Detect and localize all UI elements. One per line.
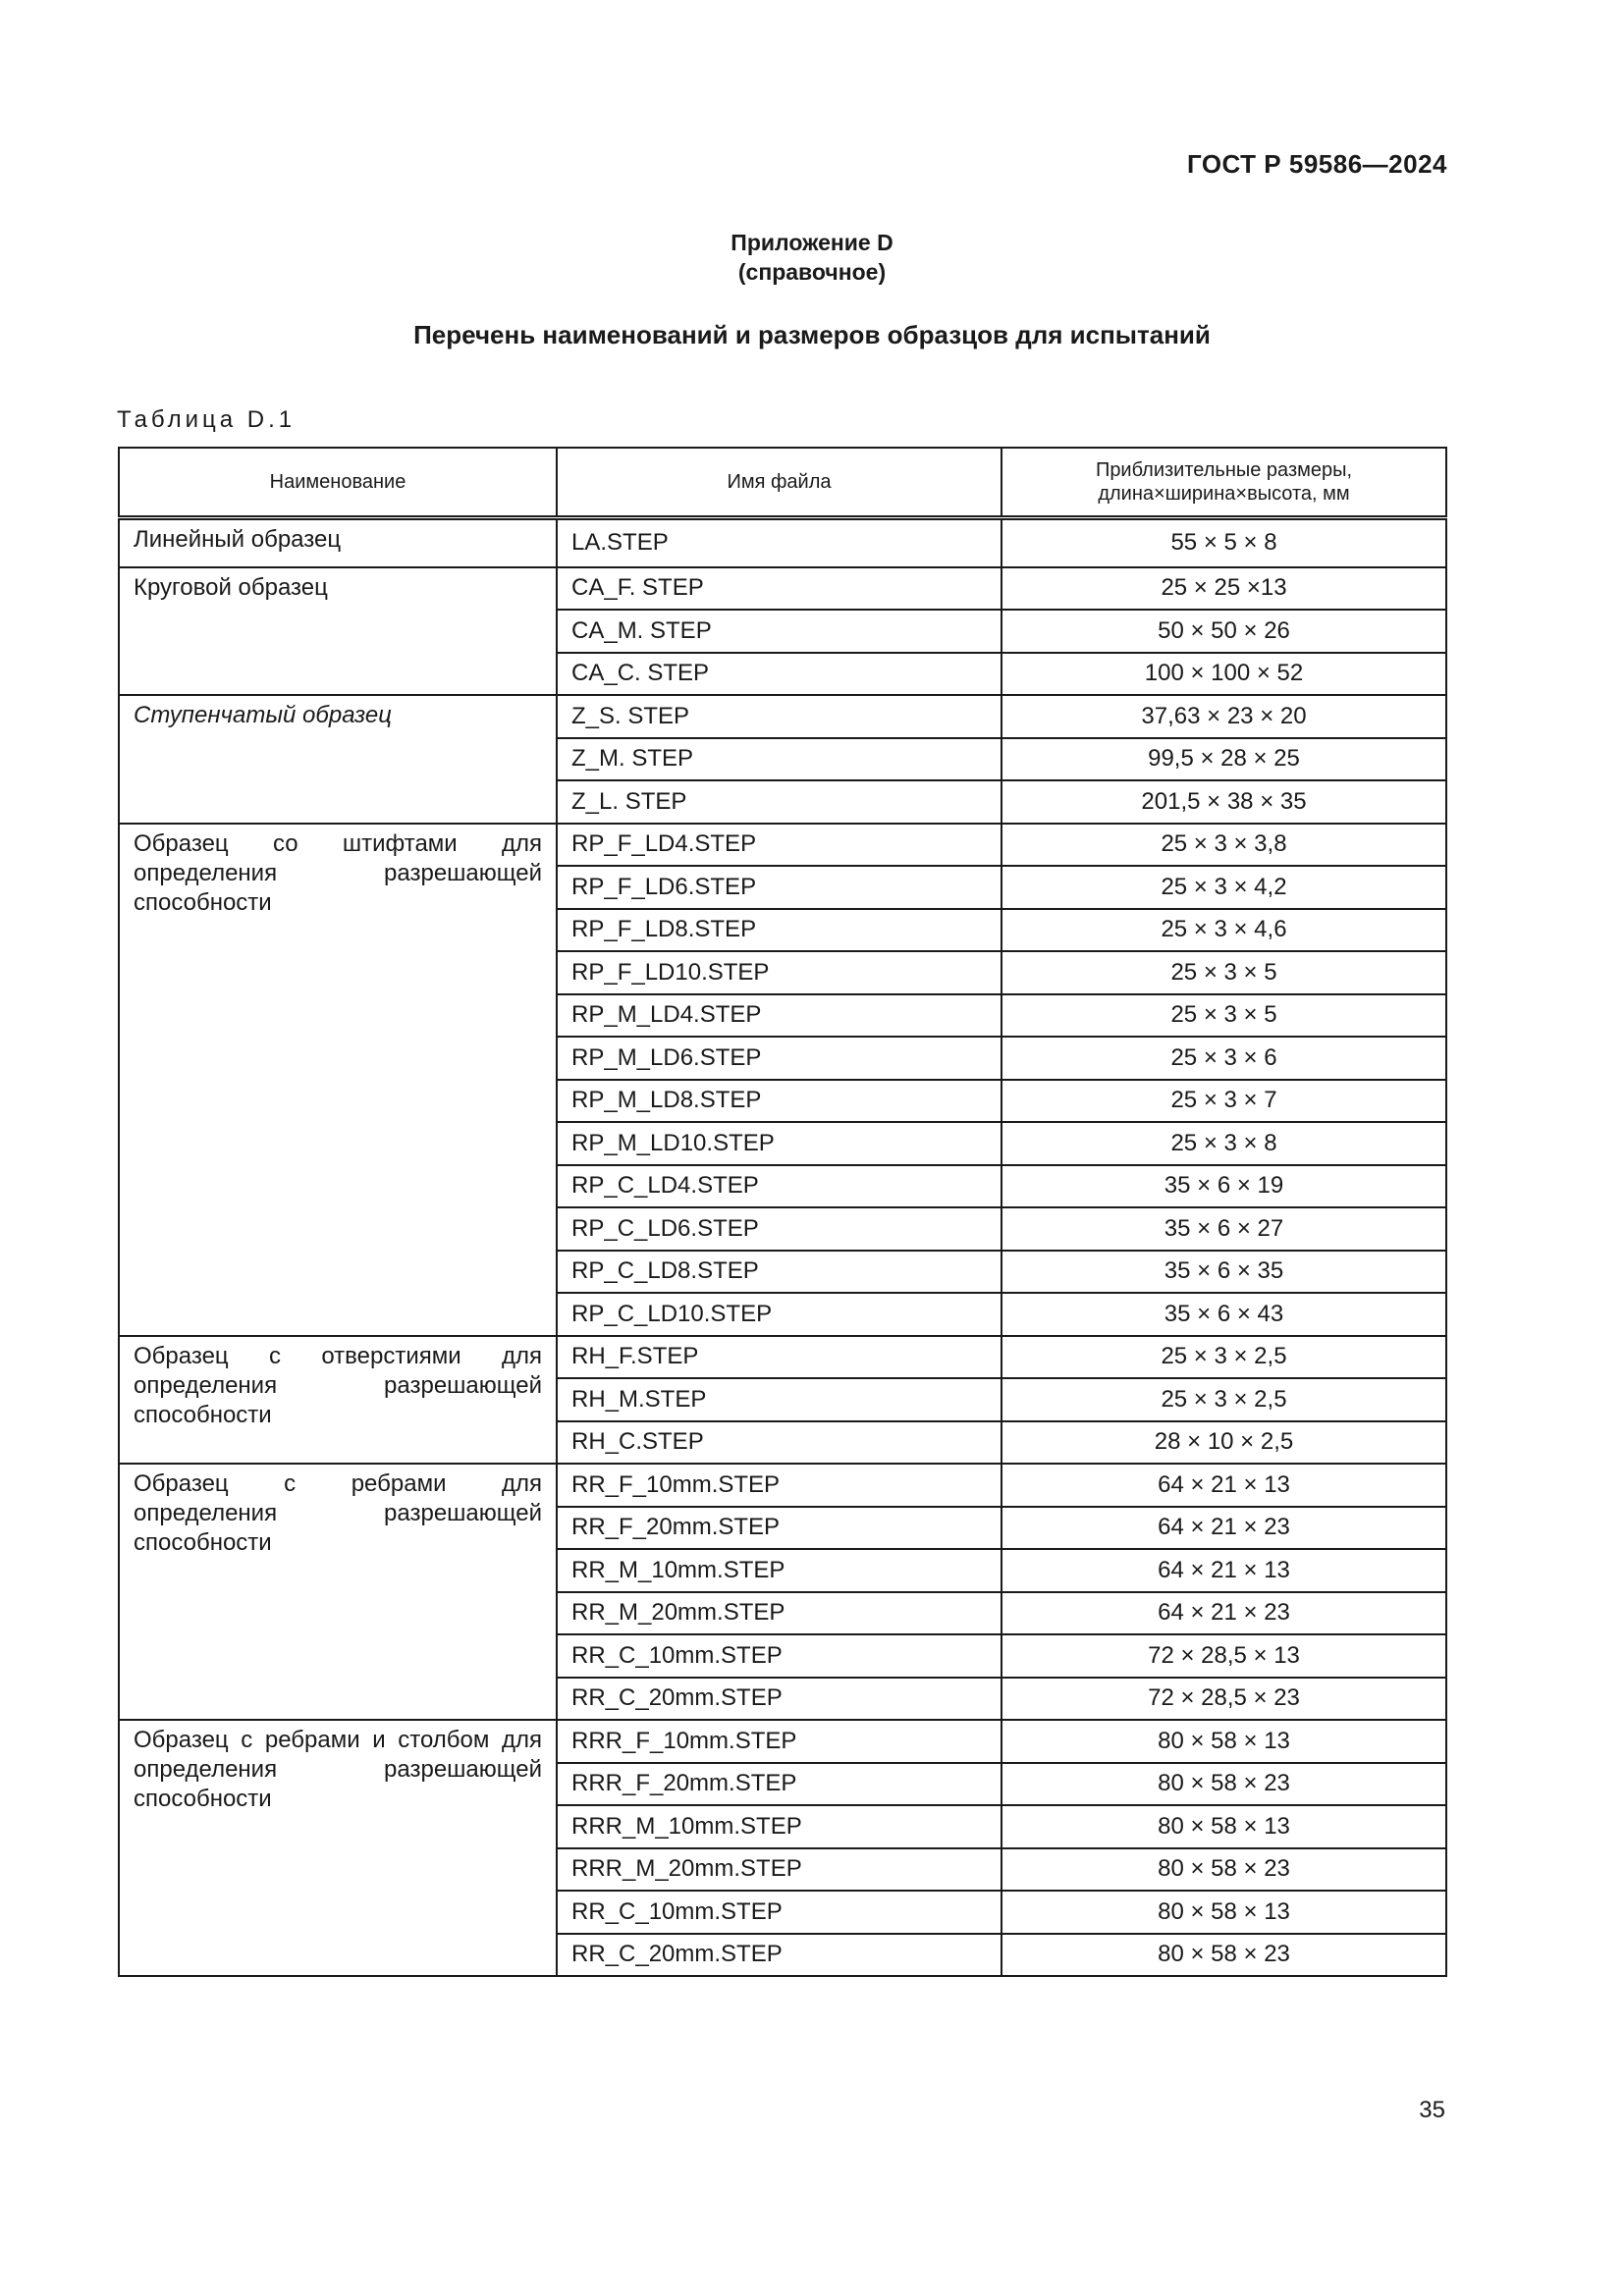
column-header-dims-line2: длина×ширина×высота, мм <box>1098 483 1350 505</box>
specimen-name-cell: Круговой образец <box>119 567 557 696</box>
column-header-dims <box>1001 448 1446 518</box>
dimensions-cell: 25 × 3 × 8 <box>1001 1122 1446 1165</box>
file-name-cell: Z_M. STEP <box>557 738 1001 781</box>
dimensions-cell: 25 × 3 × 6 <box>1001 1037 1446 1080</box>
dimensions-cell: 80 × 58 × 23 <box>1001 1848 1446 1892</box>
dimensions-cell: 64 × 21 × 23 <box>1001 1507 1446 1550</box>
dimensions-cell: 72 × 28,5 × 23 <box>1001 1678 1446 1721</box>
dimensions-cell: 80 × 58 × 23 <box>1001 1763 1446 1806</box>
file-name-cell: RR_M_20mm.STEP <box>557 1592 1001 1635</box>
dimensions-cell: 25 × 3 × 2,5 <box>1001 1378 1446 1421</box>
table-row <box>119 1336 1446 1379</box>
file-name-cell: RRR_F_20mm.STEP <box>557 1763 1001 1806</box>
file-name-cell: RP_C_LD8.STEP <box>557 1251 1001 1294</box>
dimensions-cell: 80 × 58 × 13 <box>1001 1891 1446 1934</box>
file-name-cell: CA_C. STEP <box>557 653 1001 696</box>
table-header-row <box>119 448 1446 518</box>
file-name-cell: CA_F. STEP <box>557 567 1001 611</box>
specimens-table <box>118 447 1447 1977</box>
file-name-cell: RR_C_20mm.STEP <box>557 1934 1001 1977</box>
file-name-cell: RH_M.STEP <box>557 1378 1001 1421</box>
dimensions-cell: 25 × 3 × 5 <box>1001 951 1446 994</box>
dimensions-cell: 55 × 5 × 8 <box>1001 518 1446 567</box>
dimensions-cell: 99,5 × 28 × 25 <box>1001 738 1446 781</box>
specimen-name-cell: Ступенчатый образец <box>119 695 557 824</box>
dimensions-cell: 64 × 21 × 13 <box>1001 1549 1446 1592</box>
dimensions-cell: 80 × 58 × 13 <box>1001 1720 1446 1763</box>
table-body <box>119 518 1446 1977</box>
dimensions-cell: 37,63 × 23 × 20 <box>1001 695 1446 738</box>
column-header-file: Имя файла <box>557 448 1001 518</box>
file-name-cell: RR_M_10mm.STEP <box>557 1549 1001 1592</box>
dimensions-cell: 72 × 28,5 × 13 <box>1001 1634 1446 1678</box>
table-caption: Таблица D.1 <box>117 406 297 433</box>
file-name-cell: RR_F_20mm.STEP <box>557 1507 1001 1550</box>
dimensions-cell: 25 × 3 × 5 <box>1001 994 1446 1038</box>
dimensions-cell: 25 × 3 × 4,6 <box>1001 909 1446 952</box>
dimensions-cell: 80 × 58 × 13 <box>1001 1805 1446 1848</box>
dimensions-cell: 25 × 3 × 4,2 <box>1001 866 1446 909</box>
file-name-cell: RP_C_LD6.STEP <box>557 1207 1001 1251</box>
file-name-cell: RP_M_LD4.STEP <box>557 994 1001 1038</box>
specimen-name-cell: Образец со штифтами для определения разрешающей способности <box>119 824 557 1336</box>
file-name-cell: Z_S. STEP <box>557 695 1001 738</box>
dimensions-cell: 25 × 25 ×13 <box>1001 567 1446 611</box>
file-name-cell: RP_F_LD10.STEP <box>557 951 1001 994</box>
file-name-cell: RR_C_10mm.STEP <box>557 1634 1001 1678</box>
dimensions-cell: 64 × 21 × 23 <box>1001 1592 1446 1635</box>
file-name-cell: RH_C.STEP <box>557 1421 1001 1465</box>
dimensions-cell: 35 × 6 × 43 <box>1001 1293 1446 1336</box>
dimensions-cell: 25 × 3 × 2,5 <box>1001 1336 1446 1379</box>
table-row <box>119 824 1446 867</box>
file-name-cell: LA.STEP <box>557 518 1001 567</box>
file-name-cell: RP_F_LD6.STEP <box>557 866 1001 909</box>
file-name-cell: RP_F_LD4.STEP <box>557 824 1001 867</box>
file-name-cell: RH_F.STEP <box>557 1336 1001 1379</box>
dimensions-cell: 25 × 3 × 7 <box>1001 1080 1446 1123</box>
annex-header <box>0 228 1624 287</box>
file-name-cell: RP_M_LD6.STEP <box>557 1037 1001 1080</box>
file-name-cell: RP_M_LD10.STEP <box>557 1122 1001 1165</box>
file-name-cell: RR_C_20mm.STEP <box>557 1678 1001 1721</box>
standard-code: ГОСТ Р 59586—2024 <box>1186 149 1447 179</box>
page-number: 35 <box>1419 2097 1445 2123</box>
table-row <box>119 695 1446 738</box>
file-name-cell: RR_F_10mm.STEP <box>557 1464 1001 1507</box>
file-name-cell: RRR_M_20mm.STEP <box>557 1848 1001 1892</box>
dimensions-cell: 100 × 100 × 52 <box>1001 653 1446 696</box>
column-header-dims-line1: Приблизительные размеры, <box>1095 459 1353 481</box>
specimen-name-cell: Образец с отверстиями для определения разрешающей способности <box>119 1336 557 1465</box>
annex-subtitle: (справочное) <box>737 259 887 285</box>
file-name-cell: RRR_M_10mm.STEP <box>557 1805 1001 1848</box>
column-header-name: Наименование <box>119 448 557 518</box>
table-row <box>119 567 1446 611</box>
dimensions-cell: 28 × 10 × 2,5 <box>1001 1421 1446 1465</box>
dimensions-cell: 35 × 6 × 19 <box>1001 1165 1446 1208</box>
table-row <box>119 1720 1446 1763</box>
dimensions-cell: 25 × 3 × 3,8 <box>1001 824 1446 867</box>
file-name-cell: RP_C_LD10.STEP <box>557 1293 1001 1336</box>
dimensions-cell: 80 × 58 × 23 <box>1001 1934 1446 1977</box>
file-name-cell: Z_L. STEP <box>557 780 1001 824</box>
table-row <box>119 518 1446 567</box>
dimensions-cell: 35 × 6 × 27 <box>1001 1207 1446 1251</box>
dimensions-cell: 35 × 6 × 35 <box>1001 1251 1446 1294</box>
file-name-cell: CA_M. STEP <box>557 610 1001 653</box>
file-name-cell: RP_F_LD8.STEP <box>557 909 1001 952</box>
file-name-cell: RRR_F_10mm.STEP <box>557 1720 1001 1763</box>
table-row <box>119 1464 1446 1507</box>
annex-title: Приложение D <box>731 230 893 255</box>
specimen-name-cell: Образец с ребрами и столбом для определения разрешающей способности <box>119 1720 557 1976</box>
specimen-name-cell: Линейный образец <box>119 518 557 567</box>
dimensions-cell: 64 × 21 × 13 <box>1001 1464 1446 1507</box>
file-name-cell: RP_M_LD8.STEP <box>557 1080 1001 1123</box>
file-name-cell: RP_C_LD4.STEP <box>557 1165 1001 1208</box>
file-name-cell: RR_C_10mm.STEP <box>557 1891 1001 1934</box>
dimensions-cell: 201,5 × 38 × 35 <box>1001 780 1446 824</box>
specimen-name-cell: Образец с ребрами для определения разрешающей способности <box>119 1464 557 1720</box>
annex-heading: Перечень наименований и размеров образцов для испытаний <box>413 320 1211 349</box>
dimensions-cell: 50 × 50 × 26 <box>1001 610 1446 653</box>
